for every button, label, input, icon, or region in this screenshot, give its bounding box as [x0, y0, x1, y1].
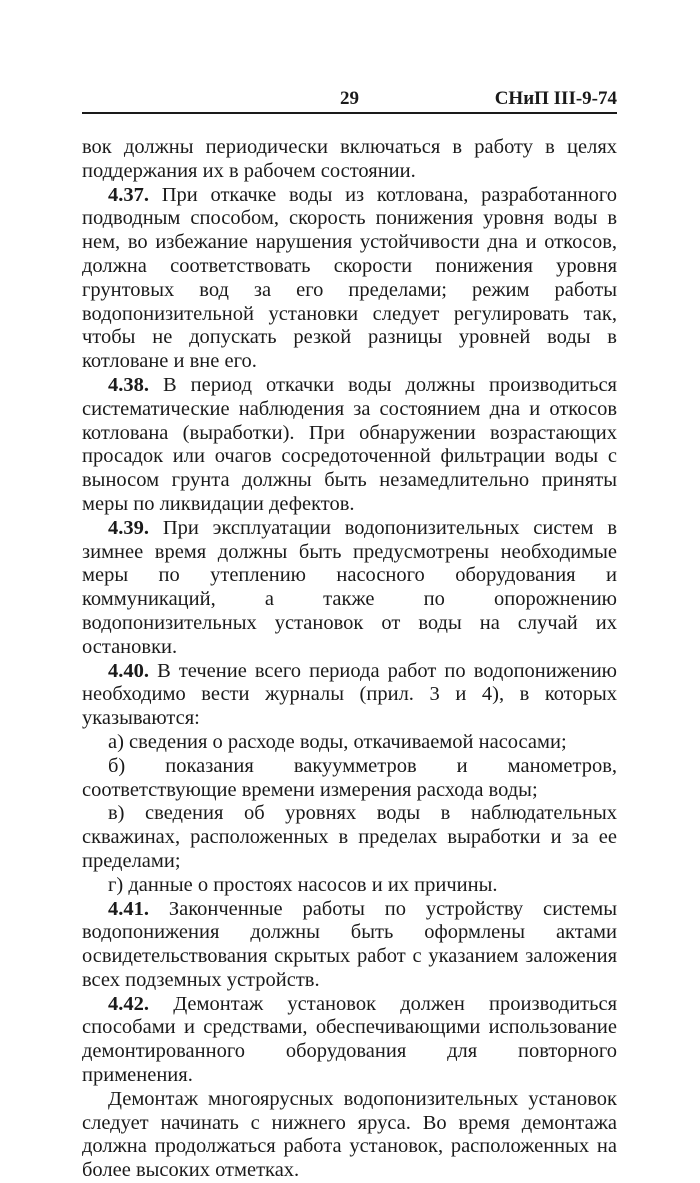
clause-text: В период откачки воды должны производиться систематические наблюдения за состоянием дна и откосов котлована (выработки). При обнаружении возрастающих просадок или очагов сосредоточенной фильтрации воды с выносом грунта должны быть незамедлительно приняты меры по ликвидации дефектов.: [82, 373, 617, 515]
list-item-g: г) данные о простоях насосов и их причины.: [108, 873, 498, 896]
list-item-b: б) показания вакуумметров и манометров, соответствующие времени измерения расхода воды;: [82, 754, 617, 801]
clause-text: Законченные работы по устройству системы водопонижения должны быть оформлены актами освидетельствования скрытых работ с указанием заложения всех подземных устройств.: [82, 897, 618, 991]
clause-number: 4.42.: [108, 992, 149, 1015]
page-header: [82, 88, 617, 114]
page-number: 29: [340, 88, 359, 109]
clause-number: 4.39.: [108, 516, 149, 539]
clause-text: При эксплуатации водопонизительных систем в зимнее время должны быть предусмотрены необходимые меры по утеплению насосного оборудования и коммуникаций, а также по опорожнению водопонизительных установок от воды на случай их остановки.: [82, 516, 617, 658]
clause-number: 4.37.: [108, 183, 149, 206]
clause-4-41: [82, 898, 617, 993]
body-text: [82, 136, 617, 1183]
clause-4-37: [82, 184, 617, 374]
paragraph-last: Демонтаж многоярусных водопонизительных установок следует начинать с нижнего яруса. Во время демонтажа должна продолжаться работа установок, расположенных на более высоких отметках.: [82, 1087, 617, 1182]
clause-text: Демонтаж установок должен производиться способами и средствами, обеспечивающими использование демонтированного оборудования для повторного применения.: [82, 992, 618, 1087]
clause-4-40: [82, 660, 617, 731]
clause-text: При откачке воды из котлована, разработанного подводным способом, скорость понижения уровня воды в нем, во избежание нарушения устойчивости дна и откосов, должна соответствовать скорости понижения уровня грунтовых вод за его пределами; режим работы водопонизительной установки следует регулировать так, чтобы не допускать резкой разницы уровней воды в котловане и вне его.: [82, 183, 617, 373]
clause-number: 4.40.: [108, 659, 149, 682]
list-item-v: в) сведения об уровнях воды в наблюдательных скважинах, расположенных в пределах выработки и за ее пределами;: [82, 802, 617, 872]
paragraph-continuation: [82, 136, 617, 184]
clause-4-38: [82, 374, 617, 517]
clause-4-42: [82, 993, 617, 1088]
document-code: СНиП III-9-74: [494, 88, 617, 109]
paragraph-text: вок должны периодически включаться в работу в целях поддержания их в рабочем состоянии.: [82, 136, 617, 182]
list-item-a: а) сведения о расходе воды, откачиваемой насосами;: [108, 730, 567, 753]
clause-number: 4.38.: [108, 373, 149, 396]
clause-text: В течение всего периода работ по водопонижению необходимо вести журналы (прил. 3 и 4), в которых указываются:: [82, 659, 617, 730]
clause-4-39: [82, 517, 617, 660]
clause-number: 4.41.: [108, 897, 149, 920]
